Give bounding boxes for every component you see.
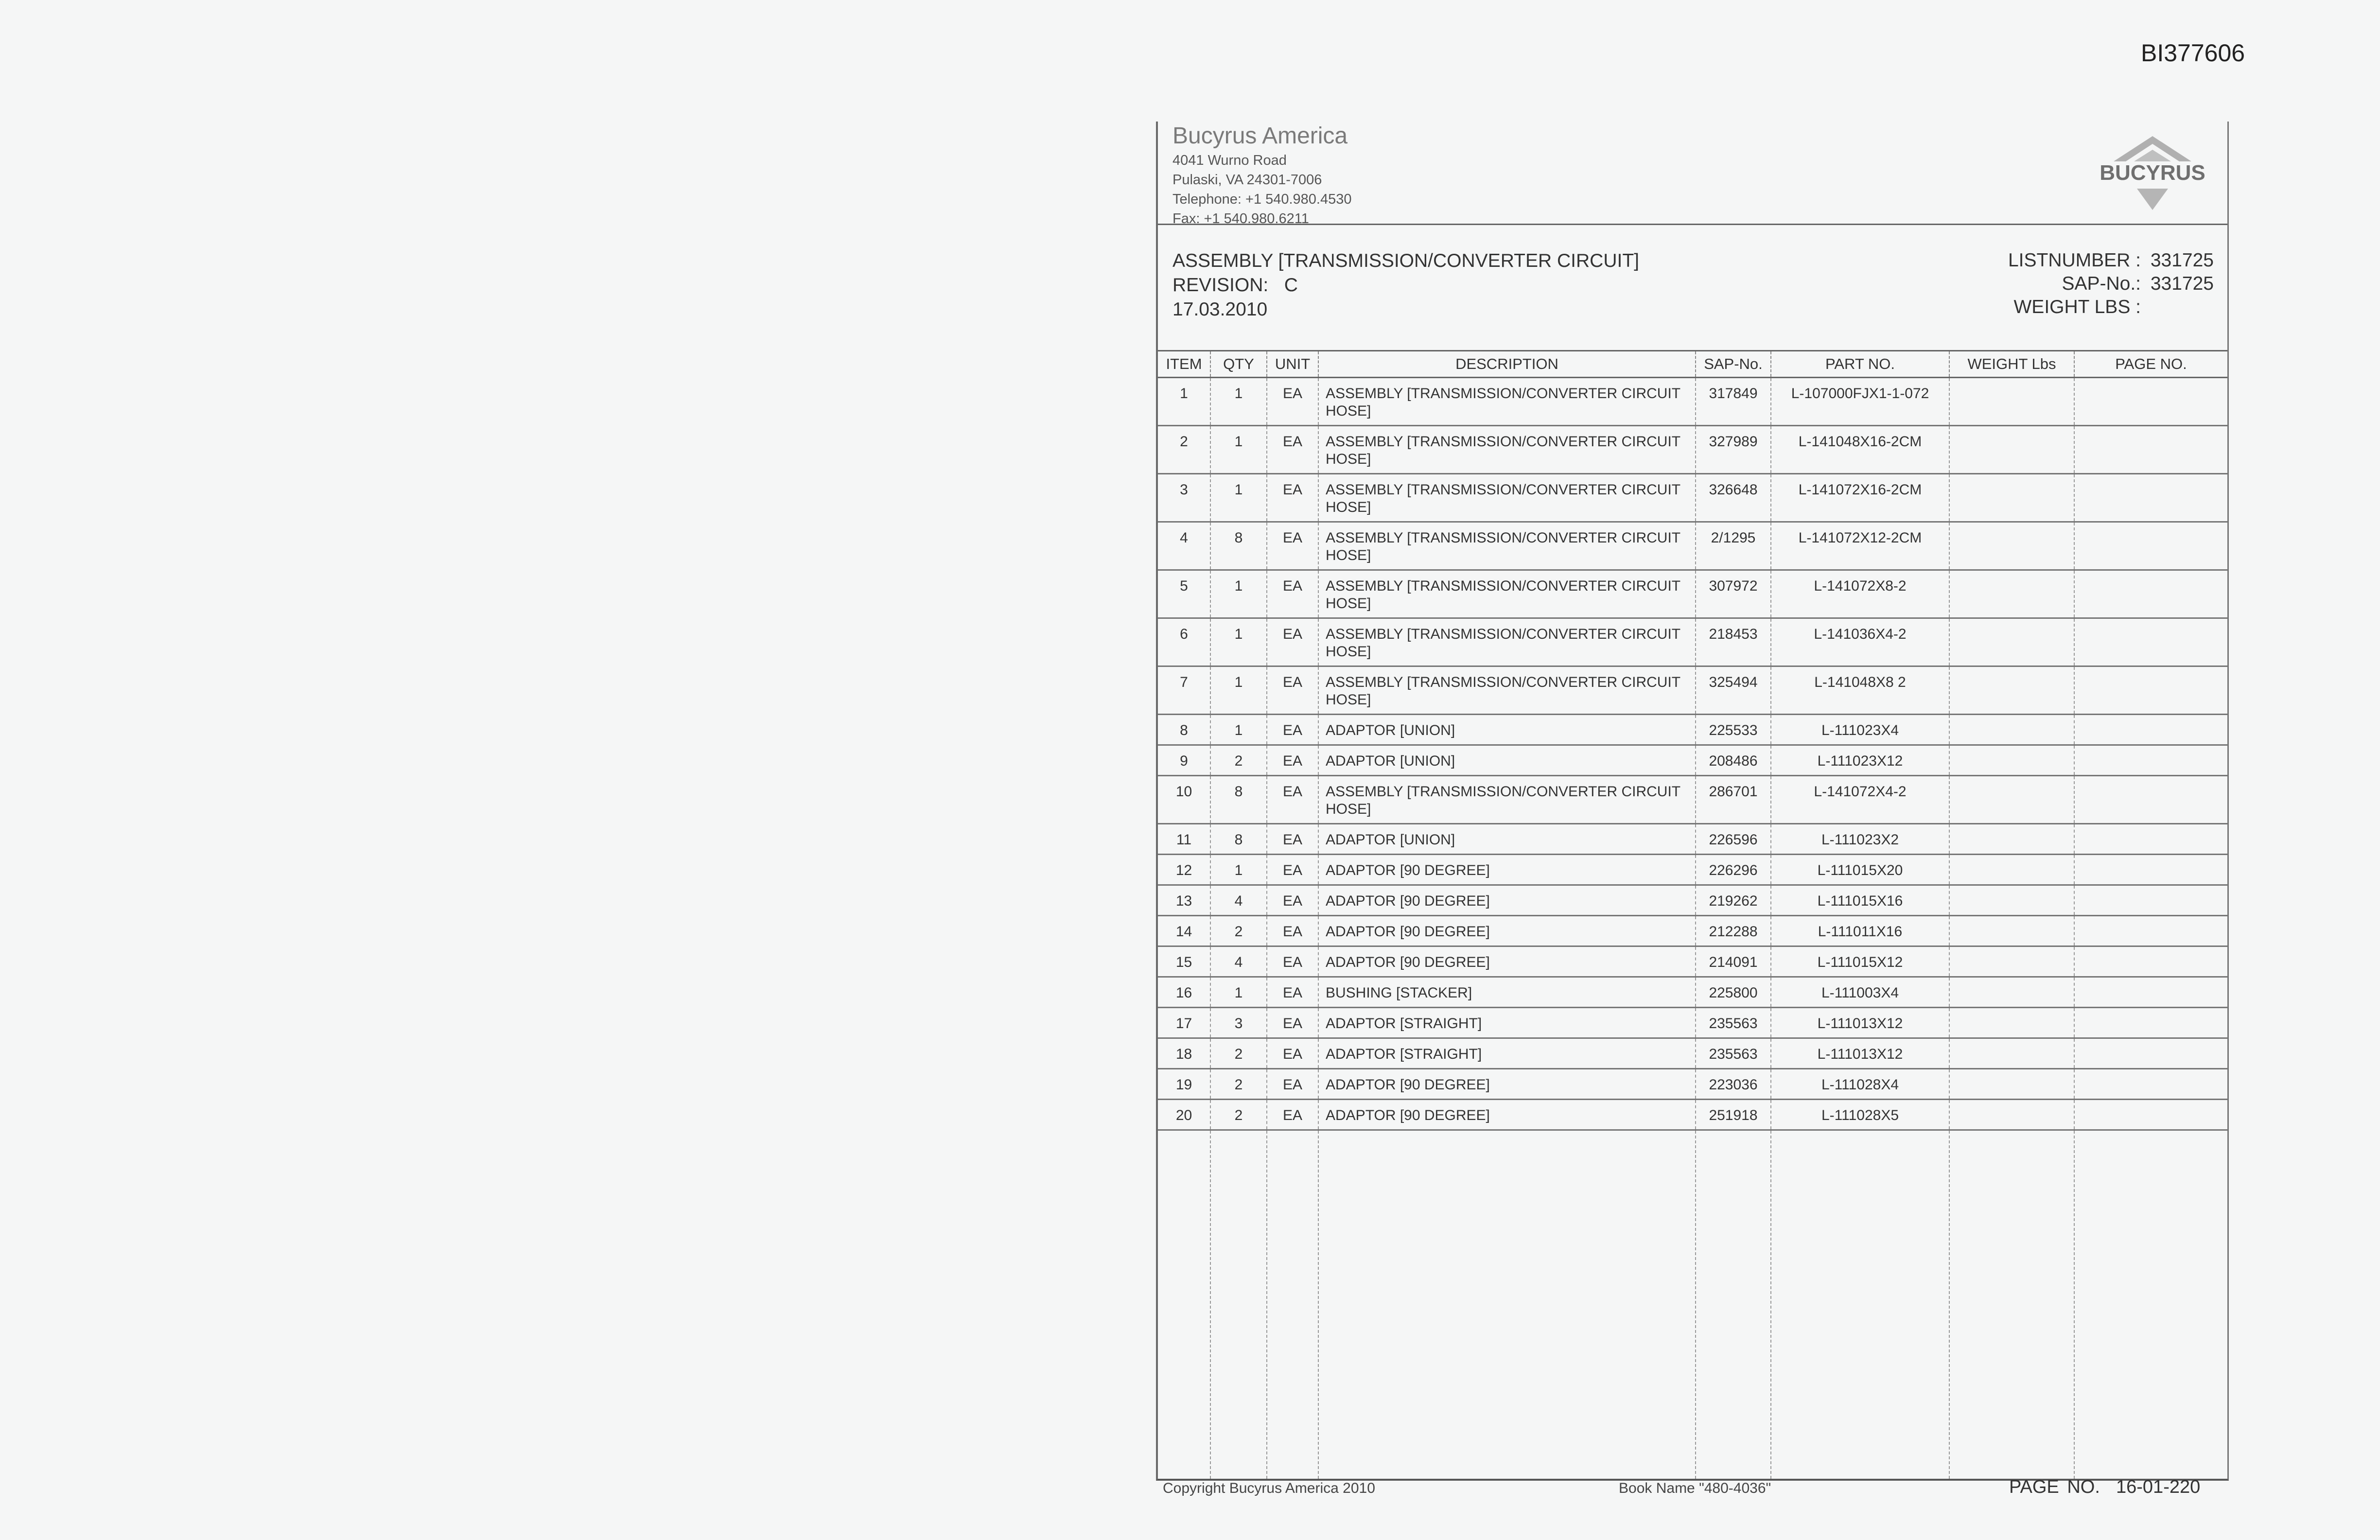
cell-description: BUSHING [STACKER]: [1318, 977, 1696, 1008]
empty-cell: [2074, 1130, 2227, 1479]
cell-weight: [1949, 855, 2074, 885]
cell-sap-no: 235563: [1696, 1008, 1771, 1038]
cell-page-no: [2074, 474, 2227, 522]
list-info-block: [2008, 249, 2214, 319]
table-row: [1158, 1069, 2227, 1100]
cell-unit: EA: [1267, 426, 1318, 474]
footer-copyright: Copyright Bucyrus America 2010: [1163, 1480, 1375, 1496]
cell-weight: [1949, 745, 2074, 776]
cell-qty: 2: [1210, 745, 1267, 776]
cell-page-no: [2074, 1008, 2227, 1038]
cell-page-no: [2074, 916, 2227, 946]
cell-sap-no: 218453: [1696, 618, 1771, 666]
cell-part-no: L-111028X5: [1771, 1100, 1949, 1130]
cell-description: ADAPTOR [STRAIGHT]: [1318, 1038, 1696, 1069]
cell-weight: [1949, 1038, 2074, 1069]
cell-weight: [1949, 977, 2074, 1008]
cell-item: 18: [1158, 1038, 1210, 1069]
table-row: [1158, 426, 2227, 474]
cell-unit: EA: [1267, 1069, 1318, 1100]
col-header-item: ITEM: [1158, 351, 1210, 378]
cell-part-no: L-107000FJX1-1-072: [1771, 378, 1949, 426]
table-row: [1158, 1038, 2227, 1069]
cell-description: ADAPTOR [UNION]: [1318, 745, 1696, 776]
company-block: [1172, 122, 1351, 228]
cell-description: ASSEMBLY [TRANSMISSION/CONVERTER CIRCUIT HOSE]: [1318, 776, 1696, 824]
cell-page-no: [2074, 426, 2227, 474]
cell-description: ADAPTOR [UNION]: [1318, 824, 1696, 855]
cell-sap-no: 317849: [1696, 378, 1771, 426]
empty-cell: [1949, 1130, 2074, 1479]
logo-text: BUCYRUS: [2100, 161, 2205, 185]
cell-page-no: [2074, 618, 2227, 666]
cell-part-no: L-111003X4: [1771, 977, 1949, 1008]
cell-qty: 1: [1210, 855, 1267, 885]
cell-qty: 8: [1210, 776, 1267, 824]
weight-lbs-value: [2141, 296, 2214, 319]
cell-qty: 1: [1210, 426, 1267, 474]
empty-cell: [1771, 1130, 1949, 1479]
cell-unit: EA: [1267, 745, 1318, 776]
cell-sap-no: 226296: [1696, 855, 1771, 885]
company-address-line2: Pulaski, VA 24301-7006: [1172, 172, 1322, 188]
company-name: Bucyrus America: [1172, 123, 1348, 149]
table-row: [1158, 1008, 2227, 1038]
company-fax: Fax: +1 540.980.6211: [1172, 211, 1309, 227]
cell-page-no: [2074, 977, 2227, 1008]
cell-item: 8: [1158, 715, 1210, 745]
cell-weight: [1949, 570, 2074, 618]
table-row: [1158, 946, 2227, 977]
cell-item: 15: [1158, 946, 1210, 977]
cell-sap-no: 325494: [1696, 666, 1771, 715]
cell-unit: EA: [1267, 946, 1318, 977]
cell-item: 5: [1158, 570, 1210, 618]
cell-qty: 3: [1210, 1008, 1267, 1038]
cell-page-no: [2074, 1038, 2227, 1069]
cell-item: 20: [1158, 1100, 1210, 1130]
cell-unit: EA: [1267, 1008, 1318, 1038]
cell-unit: EA: [1267, 715, 1318, 745]
cell-sap-no: 235563: [1696, 1038, 1771, 1069]
table-row: [1158, 618, 2227, 666]
cell-description: ADAPTOR [90 DEGREE]: [1318, 1069, 1696, 1100]
table-row: [1158, 916, 2227, 946]
cell-page-no: [2074, 885, 2227, 916]
cell-unit: EA: [1267, 977, 1318, 1008]
cell-item: 2: [1158, 426, 1210, 474]
cell-sap-no: 208486: [1696, 745, 1771, 776]
cell-qty: 8: [1210, 522, 1267, 570]
table-row: [1158, 1100, 2227, 1130]
table-row: [1158, 745, 2227, 776]
cell-qty: 2: [1210, 1038, 1267, 1069]
table-header-row: [1158, 351, 2227, 378]
cell-unit: EA: [1267, 855, 1318, 885]
col-header-description: DESCRIPTION: [1318, 351, 1696, 378]
cell-item: 9: [1158, 745, 1210, 776]
cell-description: ADAPTOR [90 DEGREE]: [1318, 916, 1696, 946]
cell-part-no: L-111013X12: [1771, 1038, 1949, 1069]
cell-description: ASSEMBLY [TRANSMISSION/CONVERTER CIRCUIT HOSE]: [1318, 474, 1696, 522]
cell-description: ADAPTOR [90 DEGREE]: [1318, 946, 1696, 977]
cell-sap-no: 327989: [1696, 426, 1771, 474]
cell-unit: EA: [1267, 1038, 1318, 1069]
cell-part-no: L-141048X8 2: [1771, 666, 1949, 715]
cell-description: ADAPTOR [90 DEGREE]: [1318, 885, 1696, 916]
cell-item: 12: [1158, 855, 1210, 885]
col-header-qty: QTY: [1210, 351, 1267, 378]
cell-description: ASSEMBLY [TRANSMISSION/CONVERTER CIRCUIT HOSE]: [1318, 426, 1696, 474]
cell-unit: EA: [1267, 474, 1318, 522]
table-row: [1158, 715, 2227, 745]
cell-description: ADAPTOR [STRAIGHT]: [1318, 1008, 1696, 1038]
cell-sap-no: 251918: [1696, 1100, 1771, 1130]
cell-item: 3: [1158, 474, 1210, 522]
cell-description: ASSEMBLY [TRANSMISSION/CONVERTER CIRCUIT HOSE]: [1318, 618, 1696, 666]
cell-item: 19: [1158, 1069, 1210, 1100]
table-row: [1158, 977, 2227, 1008]
empty-cell: [1210, 1130, 1267, 1479]
listnumber-label: LISTNUMBER :: [2008, 250, 2141, 271]
cell-part-no: L-111015X20: [1771, 855, 1949, 885]
col-header-part-no: PART NO.: [1771, 351, 1949, 378]
cell-page-no: [2074, 666, 2227, 715]
cell-unit: EA: [1267, 916, 1318, 946]
cell-page-no: [2074, 570, 2227, 618]
cell-qty: 1: [1210, 378, 1267, 426]
cell-description: ADAPTOR [90 DEGREE]: [1318, 855, 1696, 885]
table-row: [1158, 570, 2227, 618]
cell-qty: 4: [1210, 946, 1267, 977]
cell-description: ADAPTOR [90 DEGREE]: [1318, 1100, 1696, 1130]
cell-item: 1: [1158, 378, 1210, 426]
cell-item: 11: [1158, 824, 1210, 855]
col-header-weight: WEIGHT Lbs: [1949, 351, 2074, 378]
cell-part-no: L-141072X12-2CM: [1771, 522, 1949, 570]
cell-weight: [1949, 916, 2074, 946]
cell-qty: 1: [1210, 977, 1267, 1008]
cell-part-no: L-141072X4-2: [1771, 776, 1949, 824]
table-row: [1158, 885, 2227, 916]
cell-part-no: L-111013X12: [1771, 1008, 1949, 1038]
cell-weight: [1949, 1008, 2074, 1038]
cell-qty: 2: [1210, 916, 1267, 946]
cell-qty: 4: [1210, 885, 1267, 916]
assembly-title: ASSEMBLY [TRANSMISSION/CONVERTER CIRCUIT]: [1172, 250, 1639, 271]
col-header-unit: UNIT: [1267, 351, 1318, 378]
cell-page-no: [2074, 745, 2227, 776]
sap-no-label: SAP-No.:: [2062, 273, 2141, 294]
cell-qty: 1: [1210, 715, 1267, 745]
cell-part-no: L-111023X12: [1771, 745, 1949, 776]
cell-weight: [1949, 618, 2074, 666]
cell-sap-no: 286701: [1696, 776, 1771, 824]
cell-unit: EA: [1267, 666, 1318, 715]
company-telephone: Telephone: +1 540.980.4530: [1172, 192, 1352, 207]
cell-sap-no: 223036: [1696, 1069, 1771, 1100]
cell-unit: EA: [1267, 522, 1318, 570]
cell-sap-no: 219262: [1696, 885, 1771, 916]
cell-part-no: L-111011X16: [1771, 916, 1949, 946]
cell-part-no: L-111023X4: [1771, 715, 1949, 745]
bucyrus-logo: [2080, 126, 2225, 219]
col-header-page-no: PAGE NO.: [2074, 351, 2227, 378]
cell-weight: [1949, 715, 2074, 745]
cell-item: 16: [1158, 977, 1210, 1008]
cell-unit: EA: [1267, 1100, 1318, 1130]
cell-weight: [1949, 776, 2074, 824]
cell-unit: EA: [1267, 824, 1318, 855]
cell-weight: [1949, 885, 2074, 916]
cell-description: ASSEMBLY [TRANSMISSION/CONVERTER CIRCUIT HOSE]: [1318, 378, 1696, 426]
table-row: [1158, 776, 2227, 824]
cell-page-no: [2074, 855, 2227, 885]
cell-part-no: L-111015X12: [1771, 946, 1949, 977]
table-row: [1158, 855, 2227, 885]
cell-description: ASSEMBLY [TRANSMISSION/CONVERTER CIRCUIT HOSE]: [1318, 570, 1696, 618]
listnumber-value: 331725: [2150, 250, 2214, 271]
cell-part-no: L-141048X16-2CM: [1771, 426, 1949, 474]
cell-page-no: [2074, 776, 2227, 824]
cell-weight: [1949, 1100, 2074, 1130]
company-address-line1: 4041 Wurno Road: [1172, 153, 1287, 168]
cell-item: 14: [1158, 916, 1210, 946]
cell-unit: EA: [1267, 776, 1318, 824]
weight-lbs-label: WEIGHT LBS :: [2013, 297, 2141, 317]
cell-weight: [1949, 426, 2074, 474]
cell-sap-no: 225533: [1696, 715, 1771, 745]
footer-book-name: Book Name "480-4036": [1619, 1480, 1771, 1496]
cell-qty: 2: [1210, 1069, 1267, 1100]
revision: REVISION: C: [1172, 275, 1298, 296]
cell-weight: [1949, 824, 2074, 855]
table-row: [1158, 666, 2227, 715]
table-row: [1158, 474, 2227, 522]
cell-description: ASSEMBLY [TRANSMISSION/CONVERTER CIRCUIT HOSE]: [1318, 522, 1696, 570]
cell-item: 4: [1158, 522, 1210, 570]
cell-qty: 2: [1210, 1100, 1267, 1130]
cell-part-no: L-111015X16: [1771, 885, 1949, 916]
cell-weight: [1949, 378, 2074, 426]
empty-cell: [1696, 1130, 1771, 1479]
cell-weight: [1949, 666, 2074, 715]
table-row: [1158, 378, 2227, 426]
cell-unit: EA: [1267, 378, 1318, 426]
cell-part-no: L-141072X16-2CM: [1771, 474, 1949, 522]
empty-cell: [1267, 1130, 1318, 1479]
cell-item: 13: [1158, 885, 1210, 916]
cell-weight: [1949, 522, 2074, 570]
cell-page-no: [2074, 522, 2227, 570]
cell-qty: 1: [1210, 618, 1267, 666]
cell-page-no: [2074, 378, 2227, 426]
empty-cell: [1318, 1130, 1696, 1479]
cell-description: ADAPTOR [UNION]: [1318, 715, 1696, 745]
cell-item: 17: [1158, 1008, 1210, 1038]
document-id: BI377606: [2141, 39, 2245, 67]
cell-sap-no: 326648: [1696, 474, 1771, 522]
cell-unit: EA: [1267, 885, 1318, 916]
cell-part-no: L-111028X4: [1771, 1069, 1949, 1100]
cell-page-no: [2074, 1069, 2227, 1100]
cell-sap-no: 214091: [1696, 946, 1771, 977]
cell-weight: [1949, 1069, 2074, 1100]
assembly-date: 17.03.2010: [1172, 299, 1268, 320]
cell-item: 6: [1158, 618, 1210, 666]
cell-sap-no: 2/1295: [1696, 522, 1771, 570]
cell-weight: [1949, 946, 2074, 977]
parts-table: [1158, 350, 2227, 1479]
header-divider: [1158, 224, 2227, 225]
cell-item: 10: [1158, 776, 1210, 824]
table-row: [1158, 522, 2227, 570]
cell-qty: 1: [1210, 666, 1267, 715]
cell-weight: [1949, 474, 2074, 522]
assembly-block: [1172, 249, 1639, 322]
cell-page-no: [2074, 946, 2227, 977]
cell-sap-no: 212288: [1696, 916, 1771, 946]
cell-unit: EA: [1267, 618, 1318, 666]
footer-page-number: PAGE NO. 16-01-220: [2009, 1477, 2201, 1497]
table-row: [1158, 824, 2227, 855]
empty-cell: [1158, 1130, 1210, 1479]
cell-qty: 1: [1210, 474, 1267, 522]
cell-page-no: [2074, 1100, 2227, 1130]
cell-part-no: L-111023X2: [1771, 824, 1949, 855]
cell-sap-no: 307972: [1696, 570, 1771, 618]
parts-list-sheet: [1156, 122, 2229, 1481]
col-header-sap-no: SAP-No.: [1696, 351, 1771, 378]
cell-part-no: L-141072X8-2: [1771, 570, 1949, 618]
cell-qty: 8: [1210, 824, 1267, 855]
cell-sap-no: 225800: [1696, 977, 1771, 1008]
cell-description: ASSEMBLY [TRANSMISSION/CONVERTER CIRCUIT HOSE]: [1318, 666, 1696, 715]
sap-no-value: 331725: [2150, 273, 2214, 294]
cell-part-no: L-141036X4-2: [1771, 618, 1949, 666]
cell-item: 7: [1158, 666, 1210, 715]
cell-qty: 1: [1210, 570, 1267, 618]
cell-unit: EA: [1267, 570, 1318, 618]
cell-page-no: [2074, 715, 2227, 745]
cell-page-no: [2074, 824, 2227, 855]
cell-sap-no: 226596: [1696, 824, 1771, 855]
table-empty-area: [1158, 1130, 2227, 1479]
